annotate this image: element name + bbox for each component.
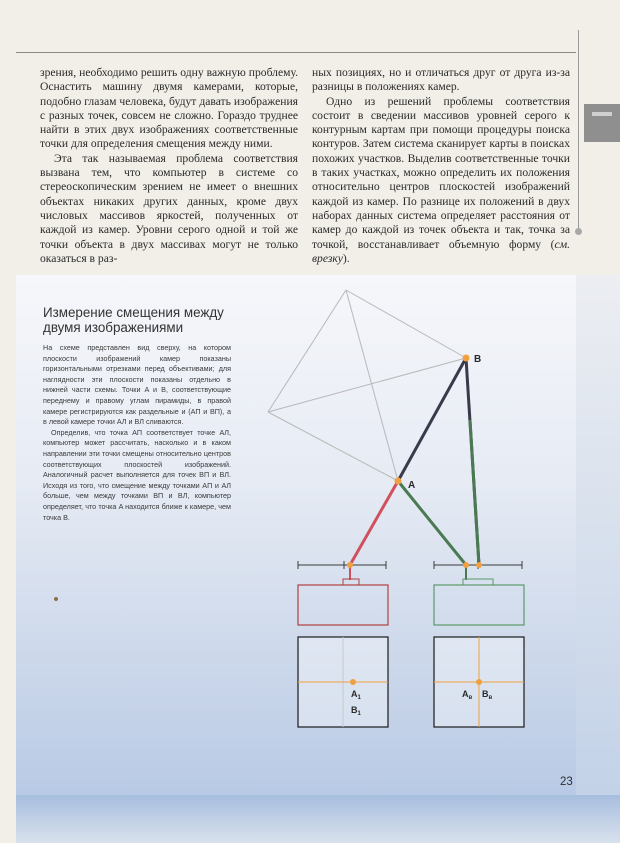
point-b-label: B xyxy=(474,354,482,365)
left-frame-label-a-sub: 1 xyxy=(357,695,361,701)
page-number: 23 xyxy=(560,776,573,788)
right-plane-point-a xyxy=(463,562,469,568)
left-camera xyxy=(298,579,388,625)
point-a-marker xyxy=(395,478,402,485)
pyramid-edge xyxy=(268,412,398,481)
sidebar-paragraph-2: Определив, что точка AП соответствует точке AЛ, компьютер может рассчитать, насколько и в каком направлении эти точки смещены относительно центров соответствующих плоскостей изображений. Аналогичный расчет выполняется для точек BП и BЛ. Исходя из того, что смещение между точками AП и AЛ больше, чем между точками BП и BЛ, компьютер определяет, что точка A находится ближе к камере, чем точка B. xyxy=(43,427,231,522)
left-frame-label-b-sub: 1 xyxy=(357,711,361,717)
pyramid-wireframe xyxy=(268,290,466,481)
right-camera-lens xyxy=(463,579,493,585)
point-b-marker xyxy=(463,355,470,362)
left-frame-point xyxy=(350,679,356,685)
sidebar-title: Измерение смещения между двумя изображениями xyxy=(43,305,224,335)
sidebar-paragraph-1: На схеме представлен вид сверху, на котором плоскости изображений камер показаны горизонтальными отрезками перед объективами; для наглядности эти плоскости показаны отдельно в нижней части схемы. Точки A и B, соответствующие переднему и правому углам пирамиды, в правой камере регистрируются как раздельные и (AП и BП), а в левой камере точки AЛ и BЛ сливаются. xyxy=(43,343,231,427)
left-ray-a xyxy=(350,481,398,565)
right-ray-b xyxy=(470,420,479,565)
right-paragraph-1: ных позициях, но и отличаться друг от друга из-за разницы в положениях камер. xyxy=(312,66,570,94)
right-paragraph-2-end: ). xyxy=(342,251,350,265)
right-frame-point xyxy=(476,679,482,685)
pyramid-edge xyxy=(346,290,398,481)
right-camera-body xyxy=(434,585,524,625)
left-plane-point xyxy=(347,562,353,568)
right-image-frame xyxy=(434,637,524,727)
left-image-frame xyxy=(298,637,388,727)
left-ray-b-segment xyxy=(398,358,466,481)
left-frame-label-b-text: B xyxy=(351,705,358,715)
right-paragraph-2-text: Одно из решений проблемы соответствия состоит в сведении массивов уровней серого к контурным картам при помощи процедуры поиска контуров. Затем система сканирует карты в поисках похожих участков. Выделив соответственные точки в таких участках, можно определить их положения относительно центров плоскостей изображений каждой из камер. По разнице их положений в двух наборах данных система определяет расстояния от камер до каждой из точек объекта и так, точка за точкой, восстанавливает объемную форму ( xyxy=(312,94,570,251)
right-plane-point-b xyxy=(476,562,482,568)
right-frame-label-b-sub: в xyxy=(488,695,493,701)
left-camera-body xyxy=(298,585,388,625)
right-frame-label-a-text: A xyxy=(462,689,469,699)
right-frame-label-b-text: B xyxy=(482,689,489,699)
print-speck xyxy=(54,597,58,601)
right-frame-label-a-sub: в xyxy=(468,695,473,701)
point-a-label: A xyxy=(408,480,416,491)
right-camera xyxy=(434,579,524,625)
left-paragraph-1: зрения, необходимо решить одну важную проблему. Оснастить машину двумя камерами, которые, подобно глазам человека, будут давать изображения с разных точек, совсем не сложно. Гораздо труднее найти в этих двух изображениях соответственные точки для определения смещения между ними. xyxy=(40,66,298,151)
inset-reference: см. врезку xyxy=(312,237,570,265)
left-image-plane xyxy=(298,561,386,569)
pyramid-edge xyxy=(346,290,466,358)
right-ray-a xyxy=(398,481,466,565)
left-paragraph-2: Эта так называемая проблема соответствия вызвана тем, что компьютер в системе со стереоскопическим зрением не имеет о внешних объектах никаких других данных, кроме двух числовых массивов яркостей, полученных от каждой из камер. Уровни серого одной и той же точки объекта в двух массивах могут не только оказаться в раз- xyxy=(40,151,298,265)
left-frame-label-a-text: A xyxy=(351,689,358,699)
